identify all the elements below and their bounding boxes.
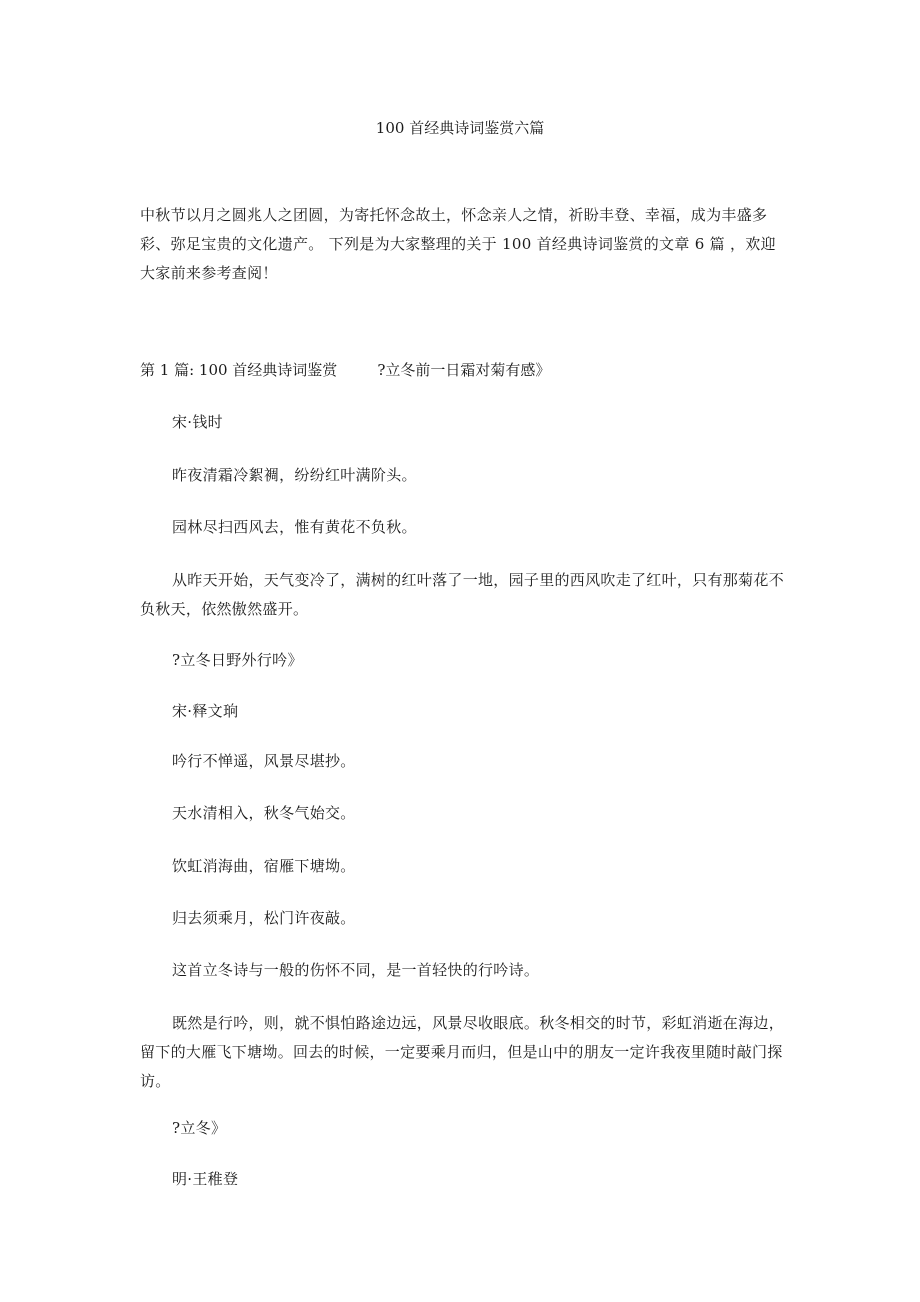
- commentary-paragraph: 从昨天开始，天气变冷了，满树的红叶落了一地，园子里的西风吹走了红叶，只有那菊花不负秋天，依然傲然盛开。: [140, 571, 785, 618]
- poem-line: 饮虹消海曲，宿雁下塘坳。: [172, 857, 356, 875]
- poem-author: 宋·释文珦: [172, 702, 239, 720]
- poem-line: 昨夜清霜冷絮裯，纷纷红叶满阶头。: [172, 466, 417, 484]
- poem-author: 明·王稚登: [172, 1170, 239, 1188]
- commentary-paragraph: 这首立冬诗与一般的伤怀不同，是一首轻快的行吟诗。: [172, 961, 540, 979]
- poem-title: ?立冬》: [172, 1119, 227, 1137]
- intro-paragraph: 中秋节以月之圆兆人之团圆，为寄托怀念故土，怀念亲人之情，祈盼丰登、幸福，成为丰盛多彩、弥足宝贵的文化遗产。 下列是为大家整理的关于 100 首经典诗词鉴赏的文章 6 篇 ，欢迎大家前来参考查阅！: [140, 206, 776, 282]
- commentary-paragraph: 既然是行吟，则，就不惧怕路途边远，风景尽收眼底。秋冬相交的时节，彩虹消逝在海边，留下的大雁飞下塘坳。回去的时候，一定要乘月而归，但是山中的朋友一定许我夜里随时敲门探访。: [140, 1014, 785, 1090]
- section-heading: [140, 359, 550, 381]
- poem-line: 归去须乘月，松门许夜敲。: [172, 909, 356, 927]
- poem-line: 天水清相入，秋冬气始交。: [172, 804, 356, 822]
- poem-author: 宋·钱时: [172, 413, 223, 431]
- document-title: 100 首经典诗词鉴赏六篇: [375, 119, 545, 137]
- poem-title: ?立冬前一日霜对菊有感》: [377, 361, 551, 379]
- section-heading-label: 第 1 篇: 100 首经典诗词鉴赏: [140, 361, 338, 379]
- poem-line: 吟行不惮遥，风景尽堪抄。: [172, 752, 356, 770]
- poem-title: ?立冬日野外行吟》: [172, 651, 303, 669]
- poem-line: 园林尽扫西风去，惟有黄花不负秋。: [172, 518, 417, 536]
